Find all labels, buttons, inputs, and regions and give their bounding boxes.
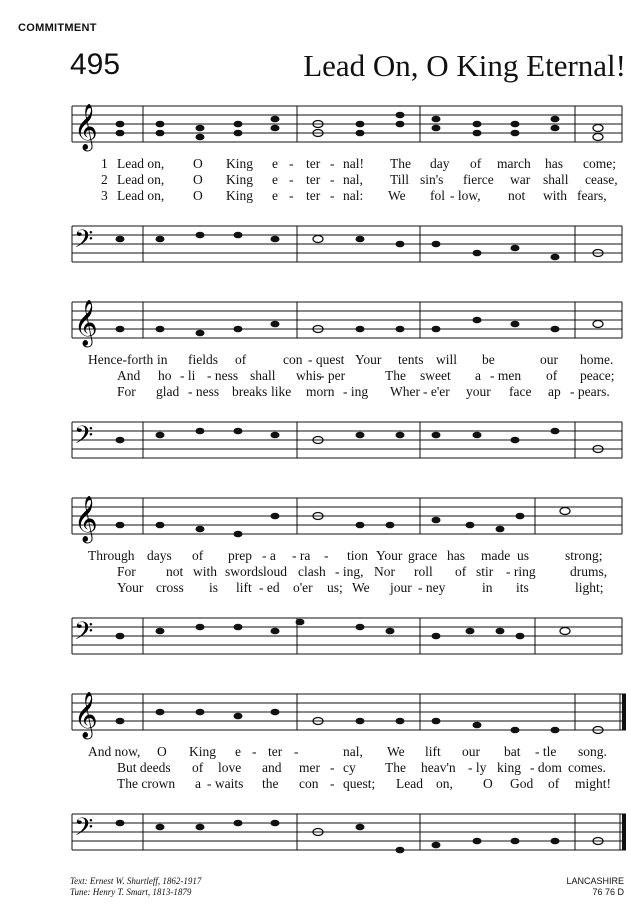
lyric-syllable: clash bbox=[298, 564, 326, 579]
lyric-syllable: a bbox=[475, 368, 481, 383]
lyric-syllable: day bbox=[430, 156, 450, 171]
lyric-syllable: ho bbox=[158, 368, 172, 383]
treble-staff bbox=[0, 292, 640, 352]
lyric-syllable: with bbox=[193, 564, 218, 579]
lyric-syllable: O bbox=[157, 744, 167, 759]
treble-staff bbox=[0, 684, 640, 744]
lyric-syllable: 2 bbox=[101, 172, 108, 187]
text-author: Ernest W. Shurtleff, 1862-1917 bbox=[89, 876, 202, 886]
lyric-syllable: of bbox=[470, 156, 482, 171]
lyric-syllable: con bbox=[283, 352, 303, 367]
lyric-syllable: glad bbox=[156, 384, 180, 399]
tune-name: LANCASHIRE bbox=[566, 876, 624, 886]
lyric-syllable: cy bbox=[343, 760, 356, 775]
lyric-syllable: The bbox=[385, 368, 406, 383]
lyric-syllable: a bbox=[195, 776, 201, 791]
lyric-syllable: - ring bbox=[506, 564, 536, 579]
lyric-syllable: - li bbox=[180, 368, 196, 383]
lyric-syllable: lift bbox=[236, 580, 252, 595]
lyric-syllable: shall bbox=[250, 368, 276, 383]
lyric-syllable: King bbox=[226, 156, 253, 171]
lyric-syllable: ter bbox=[306, 188, 321, 203]
lyric-syllable: Till bbox=[390, 172, 410, 187]
lyric-syllable: - ed bbox=[259, 580, 280, 595]
lyric-syllable: be bbox=[482, 352, 495, 367]
lyric-syllable: O bbox=[193, 172, 203, 187]
tune-info bbox=[566, 876, 624, 898]
lyric-syllable: Your bbox=[355, 352, 382, 367]
lyric-syllable: King bbox=[226, 188, 253, 203]
bass-staff bbox=[0, 412, 640, 472]
lyric-syllable: on, bbox=[436, 776, 453, 791]
lyric-syllable: - bbox=[324, 548, 329, 563]
lyric-syllable: And now, bbox=[88, 744, 141, 759]
lyrics-block bbox=[0, 156, 640, 204]
lyric-syllable: us bbox=[517, 548, 530, 563]
lyric-syllable: King bbox=[189, 744, 216, 759]
lyric-syllable: Hence-forth bbox=[88, 352, 154, 367]
lyric-syllable: nal, bbox=[343, 172, 363, 187]
lyric-syllable: - tle bbox=[535, 744, 557, 759]
lyric-syllable: tion bbox=[347, 548, 369, 563]
lyric-syllable: grace bbox=[408, 548, 438, 563]
lyric-syllable: The bbox=[390, 156, 411, 171]
lyric-syllable: of bbox=[455, 564, 467, 579]
lyric-syllable: roll bbox=[414, 564, 433, 579]
treble-clef-icon: 𝄞 bbox=[74, 496, 98, 541]
lyric-syllable: - quest bbox=[308, 352, 345, 367]
lyric-syllable: prep bbox=[228, 548, 252, 563]
lyric-syllable: con bbox=[299, 776, 319, 791]
lyric-syllable: God bbox=[510, 776, 534, 791]
lyric-syllable: - bbox=[289, 156, 294, 171]
lyric-syllable: quest; bbox=[343, 776, 376, 791]
treble-clef-icon: 𝄞 bbox=[74, 300, 98, 345]
treble-clef-icon: 𝄞 bbox=[74, 692, 98, 737]
lyrics-block bbox=[0, 744, 640, 792]
lyric-syllable: Your bbox=[376, 548, 403, 563]
bass-clef-icon: 𝄢 bbox=[74, 422, 94, 455]
lyric-syllable: King bbox=[226, 172, 253, 187]
treble-staff bbox=[0, 488, 640, 548]
treble-clef-icon: 𝄞 bbox=[74, 104, 98, 149]
lyric-syllable: with bbox=[543, 188, 568, 203]
lyric-syllable: in bbox=[157, 352, 168, 367]
lyric-syllable: But deeds bbox=[117, 760, 171, 775]
verse-line bbox=[0, 548, 640, 564]
lyric-syllable: march bbox=[497, 156, 531, 171]
lyric-syllable: - bbox=[330, 172, 335, 187]
lyric-syllable: nal! bbox=[343, 156, 364, 171]
lyric-syllable: o'er bbox=[293, 580, 313, 595]
lyric-syllable: of bbox=[192, 760, 204, 775]
lyric-syllable: - per bbox=[320, 368, 346, 383]
bass-clef-icon: 𝄢 bbox=[74, 226, 94, 259]
section-heading: COMMITMENT bbox=[18, 22, 97, 34]
bass-staff bbox=[0, 608, 640, 668]
lyric-syllable: light; bbox=[575, 580, 604, 595]
verse-line bbox=[0, 368, 640, 384]
lyric-syllable: days bbox=[147, 548, 172, 563]
lyric-syllable: - dom bbox=[530, 760, 562, 775]
lyric-syllable: ter bbox=[306, 172, 321, 187]
lyric-syllable: - bbox=[289, 172, 294, 187]
lyric-syllable: - ly bbox=[468, 760, 487, 775]
tune-author: Henry T. Smart, 1813-1879 bbox=[92, 887, 192, 897]
lyric-syllable: For bbox=[117, 564, 136, 579]
lyric-syllable: not bbox=[166, 564, 184, 579]
lyric-syllable: sweet bbox=[420, 368, 451, 383]
lyric-syllable: - pears. bbox=[570, 384, 610, 399]
verse-line bbox=[0, 172, 640, 188]
bass-clef-icon: 𝄢 bbox=[74, 814, 94, 847]
lyric-syllable: e bbox=[272, 156, 278, 171]
lyric-syllable: peace; bbox=[580, 368, 615, 383]
lyric-syllable: love bbox=[218, 760, 242, 775]
lyric-syllable: in bbox=[482, 580, 493, 595]
lyrics-block bbox=[0, 352, 640, 400]
lyric-syllable: - e'er bbox=[423, 384, 450, 399]
lyric-syllable: of bbox=[235, 352, 247, 367]
lyric-syllable: the bbox=[262, 776, 279, 791]
lyric-syllable: loud bbox=[263, 564, 288, 579]
lyric-syllable: Nor bbox=[374, 564, 395, 579]
verse-line bbox=[0, 156, 640, 172]
lyric-syllable: made bbox=[481, 548, 511, 563]
lyrics-block bbox=[0, 548, 640, 596]
lyric-syllable: drums, bbox=[570, 564, 608, 579]
verse-line bbox=[0, 188, 640, 204]
lyric-syllable: - bbox=[330, 760, 335, 775]
lyric-syllable: Lead on, bbox=[117, 188, 165, 203]
lyric-syllable: sin's bbox=[420, 172, 444, 187]
lyric-syllable: lift bbox=[425, 744, 441, 759]
lyric-syllable: - bbox=[252, 744, 257, 759]
lyric-syllable: fears, bbox=[577, 188, 607, 203]
lyric-syllable: 3 bbox=[101, 188, 108, 203]
bass-staff bbox=[0, 216, 640, 276]
lyric-syllable: - bbox=[294, 744, 299, 759]
lyric-syllable: O bbox=[193, 156, 203, 171]
hymn-title: Lead On, O King Eternal! bbox=[303, 48, 626, 83]
lyric-syllable: home. bbox=[580, 352, 614, 367]
lyric-syllable: e bbox=[272, 188, 278, 203]
lyric-syllable: strong; bbox=[565, 548, 603, 563]
lyric-syllable: The crown bbox=[117, 776, 176, 791]
lyric-syllable: - ing, bbox=[335, 564, 364, 579]
lyric-syllable: e bbox=[272, 172, 278, 187]
lyric-syllable: heav'n bbox=[421, 760, 456, 775]
lyric-syllable: ter bbox=[306, 156, 321, 171]
lyric-syllable: breaks bbox=[232, 384, 268, 399]
verse-line bbox=[0, 744, 640, 760]
lyric-syllable: of bbox=[546, 368, 558, 383]
lyric-syllable: nal, bbox=[343, 744, 363, 759]
verse-line bbox=[0, 384, 640, 400]
lyric-syllable: ter bbox=[268, 744, 283, 759]
lyric-syllable: Lead on, bbox=[117, 156, 165, 171]
lyric-syllable: its bbox=[516, 580, 529, 595]
lyric-syllable: Your bbox=[117, 580, 144, 595]
lyric-syllable: Lead bbox=[396, 776, 423, 791]
lyric-syllable: bat bbox=[504, 744, 521, 759]
lyric-syllable: - bbox=[330, 776, 335, 791]
verse-line bbox=[0, 580, 640, 596]
lyric-syllable: like bbox=[271, 384, 292, 399]
lyric-syllable: Wher bbox=[390, 384, 420, 399]
lyric-syllable: e bbox=[235, 744, 241, 759]
lyric-syllable: will bbox=[436, 352, 458, 367]
lyric-syllable: The bbox=[385, 760, 406, 775]
lyric-syllable: - bbox=[330, 156, 335, 171]
lyric-syllable: fol bbox=[430, 188, 445, 203]
hymn-number: 495 bbox=[70, 48, 121, 81]
lyric-syllable: swords bbox=[225, 564, 264, 579]
lyric-syllable: comes. bbox=[568, 760, 606, 775]
lyric-syllable: Through bbox=[88, 548, 135, 563]
lyric-syllable: - ness bbox=[188, 384, 220, 399]
lyric-syllable: might! bbox=[575, 776, 611, 791]
lyric-syllable: We bbox=[388, 188, 406, 203]
lyric-syllable: O bbox=[193, 188, 203, 203]
bass-clef-icon: 𝄢 bbox=[74, 618, 94, 651]
lyric-syllable: of bbox=[192, 548, 204, 563]
verse-line bbox=[0, 352, 640, 368]
lyric-syllable: war bbox=[510, 172, 531, 187]
bass-staff bbox=[0, 804, 640, 864]
lyric-syllable: - low, bbox=[450, 188, 481, 203]
lyric-syllable: of bbox=[548, 776, 560, 791]
lyric-syllable: O bbox=[483, 776, 493, 791]
lyric-syllable: morn bbox=[306, 384, 335, 399]
lyric-syllable: - waits bbox=[207, 776, 244, 791]
lyric-syllable: not bbox=[508, 188, 526, 203]
lyric-syllable: our bbox=[540, 352, 558, 367]
lyric-syllable: whis bbox=[296, 368, 322, 383]
lyric-syllable: And bbox=[117, 368, 141, 383]
lyric-syllable: - ing bbox=[343, 384, 369, 399]
lyric-syllable: - bbox=[330, 188, 335, 203]
verse-line bbox=[0, 564, 640, 580]
treble-staff bbox=[0, 96, 640, 156]
lyric-syllable: mer bbox=[299, 760, 320, 775]
verse-line bbox=[0, 776, 640, 792]
lyric-syllable: - bbox=[289, 188, 294, 203]
lyric-syllable: For bbox=[117, 384, 136, 399]
lyric-syllable: - a bbox=[262, 548, 276, 563]
lyric-syllable: is bbox=[209, 580, 219, 595]
lyric-syllable: - men bbox=[490, 368, 522, 383]
lyric-syllable: Lead on, bbox=[117, 172, 165, 187]
lyric-syllable: 1 bbox=[101, 156, 108, 171]
lyric-syllable: tents bbox=[398, 352, 424, 367]
lyric-syllable: face bbox=[509, 384, 532, 399]
lyric-syllable: has bbox=[545, 156, 563, 171]
lyric-syllable: shall bbox=[543, 172, 569, 187]
lyric-syllable: cross bbox=[156, 580, 184, 595]
credits: Text: Ernest W. Shurtleff, 1862-1917 Tune: Henry T. Smart, 1813-1879 bbox=[70, 876, 202, 897]
lyric-syllable: We bbox=[387, 744, 405, 759]
lyric-syllable: cease, bbox=[585, 172, 618, 187]
lyric-syllable: - ney bbox=[418, 580, 446, 595]
lyric-syllable: your bbox=[466, 384, 491, 399]
lyric-syllable: and bbox=[262, 760, 282, 775]
tune-meter: 76 76 D bbox=[592, 887, 624, 897]
lyric-syllable: stir bbox=[476, 564, 494, 579]
lyric-syllable: - ra bbox=[292, 548, 311, 563]
verse-line bbox=[0, 760, 640, 776]
lyric-syllable: We bbox=[352, 580, 370, 595]
lyric-syllable: has bbox=[447, 548, 465, 563]
lyric-syllable: come; bbox=[583, 156, 616, 171]
lyric-syllable: ap bbox=[548, 384, 561, 399]
lyric-syllable: nal: bbox=[343, 188, 364, 203]
lyric-syllable: king bbox=[497, 760, 522, 775]
lyric-syllable: our bbox=[462, 744, 480, 759]
lyric-syllable: jour bbox=[390, 580, 412, 595]
lyric-syllable: song. bbox=[578, 744, 607, 759]
lyric-syllable: - ness bbox=[207, 368, 239, 383]
lyric-syllable: us; bbox=[327, 580, 343, 595]
lyric-syllable: fierce bbox=[463, 172, 494, 187]
lyric-syllable: fields bbox=[188, 352, 218, 367]
